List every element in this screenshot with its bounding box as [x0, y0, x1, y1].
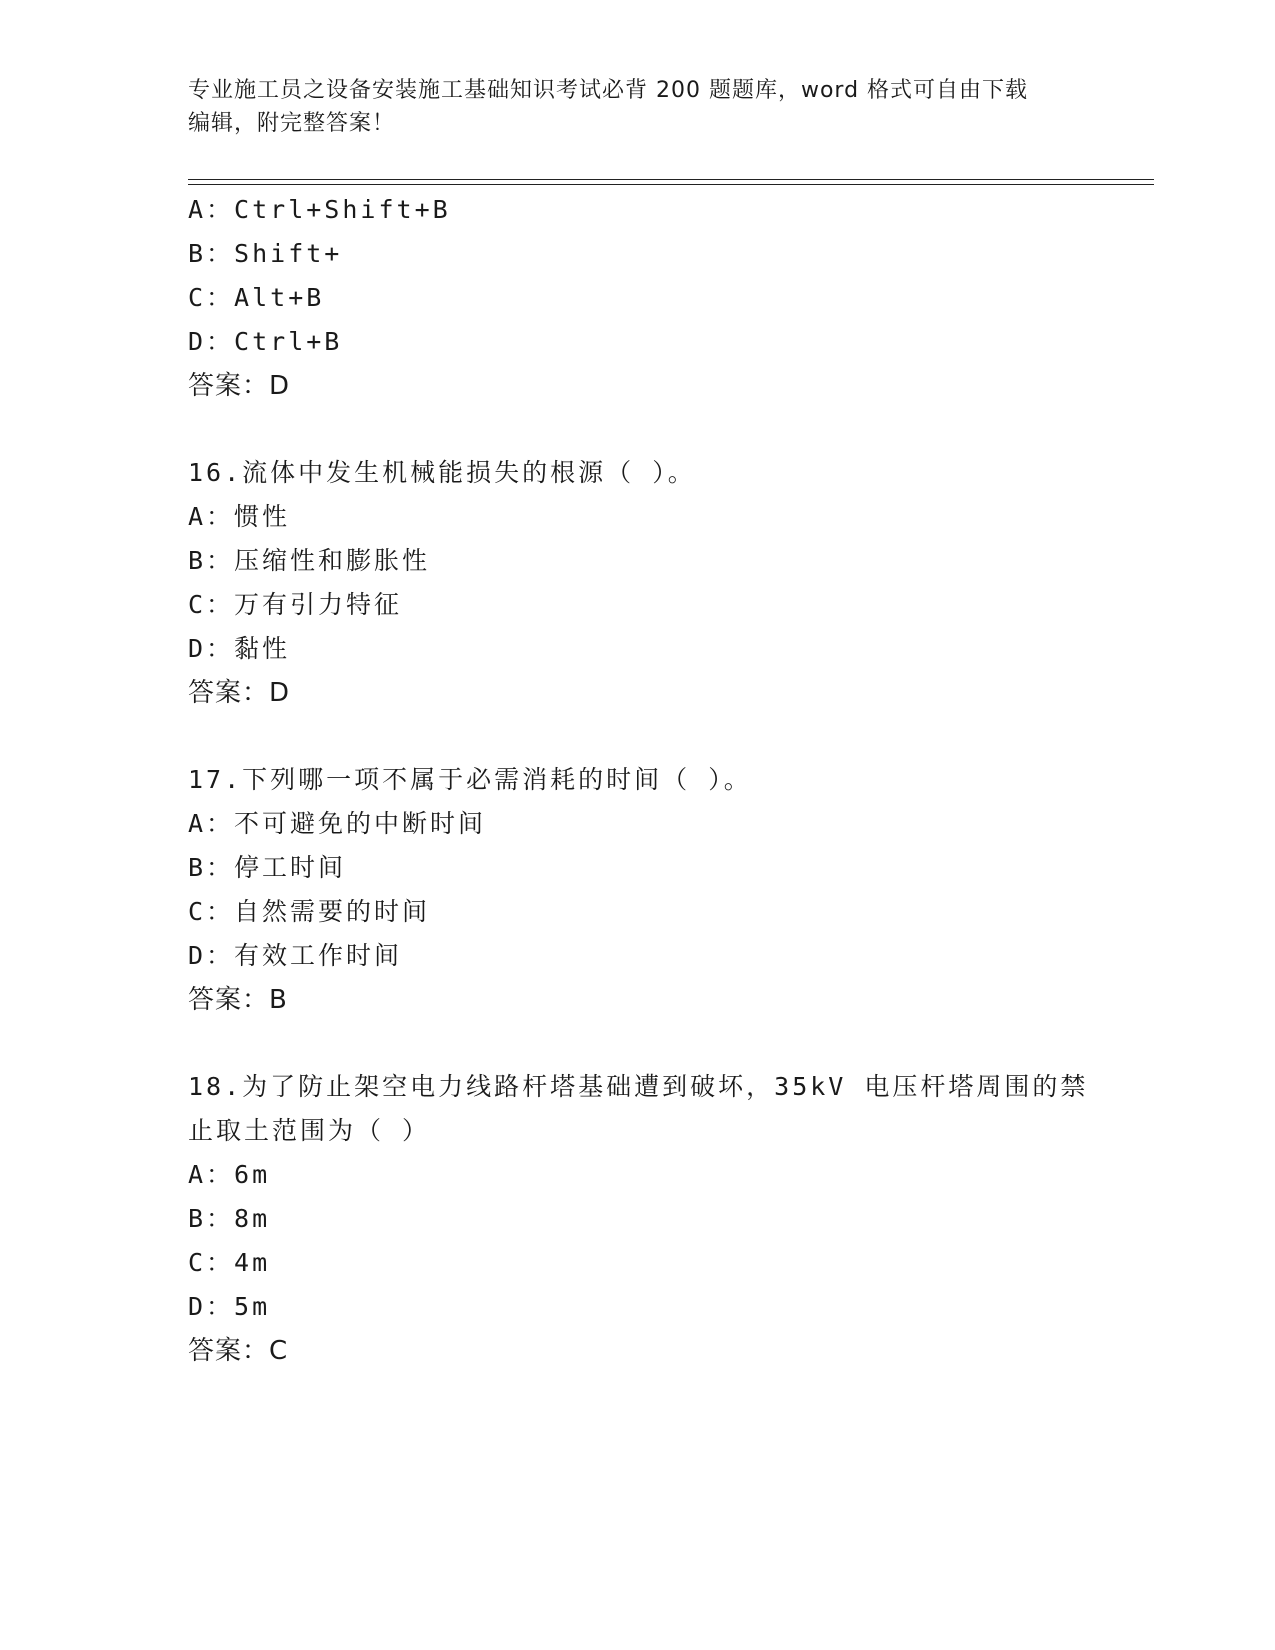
q16-option-c: C：万有引力特征 — [188, 590, 403, 619]
q16-answer: 答案：D — [188, 678, 291, 708]
q15-option-b: B：Shift+ — [188, 239, 343, 268]
header-line-1: 专业施工员之设备安装施工基础知识考试必背 200 题题库，word 格式可自由下载 — [188, 78, 1029, 103]
q18-option-d: D：5m — [188, 1292, 271, 1321]
q16-option-a: A：惯性 — [188, 502, 291, 531]
q17-option-d: D：有效工作时间 — [188, 941, 403, 970]
q17-stem: 17.下列哪一项不属于必需消耗的时间（ ）。 — [188, 765, 752, 794]
q15-option-a: A：Ctrl+Shift+B — [188, 195, 451, 224]
q18-option-b: B：8m — [188, 1204, 271, 1233]
q17-option-a: A：不可避免的中断时间 — [188, 809, 487, 838]
q17-option-c: C：自然需要的时间 — [188, 897, 431, 926]
q18-option-c: C：4m — [188, 1248, 271, 1277]
header-divider-top — [188, 179, 1154, 180]
document-header — [188, 74, 1088, 140]
q15-answer: 答案：D — [188, 371, 291, 401]
q18-stem-line-2: 止取土范围为（ ） — [188, 1116, 431, 1145]
q15-option-c: C：Alt+B — [188, 283, 325, 312]
q18-answer: 答案：C — [188, 1336, 289, 1366]
q16-option-d: D：黏性 — [188, 634, 291, 663]
q17-option-b: B：停工时间 — [188, 853, 347, 882]
q16-stem: 16.流体中发生机械能损失的根源（ ）。 — [188, 458, 696, 487]
q18-stem-line-1: 18.为了防止架空电力线路杆塔基础遭到破坏，35kV 电压杆塔周围的禁 — [188, 1072, 1089, 1101]
q17-answer: 答案：B — [188, 985, 288, 1015]
header-line-2: 编辑，附完整答案！ — [188, 111, 396, 136]
header-divider-bottom — [188, 184, 1154, 185]
q15-option-d: D：Ctrl+B — [188, 327, 343, 356]
q18-option-a: A：6m — [188, 1160, 271, 1189]
q16-option-b: B：压缩性和膨胀性 — [188, 546, 431, 575]
